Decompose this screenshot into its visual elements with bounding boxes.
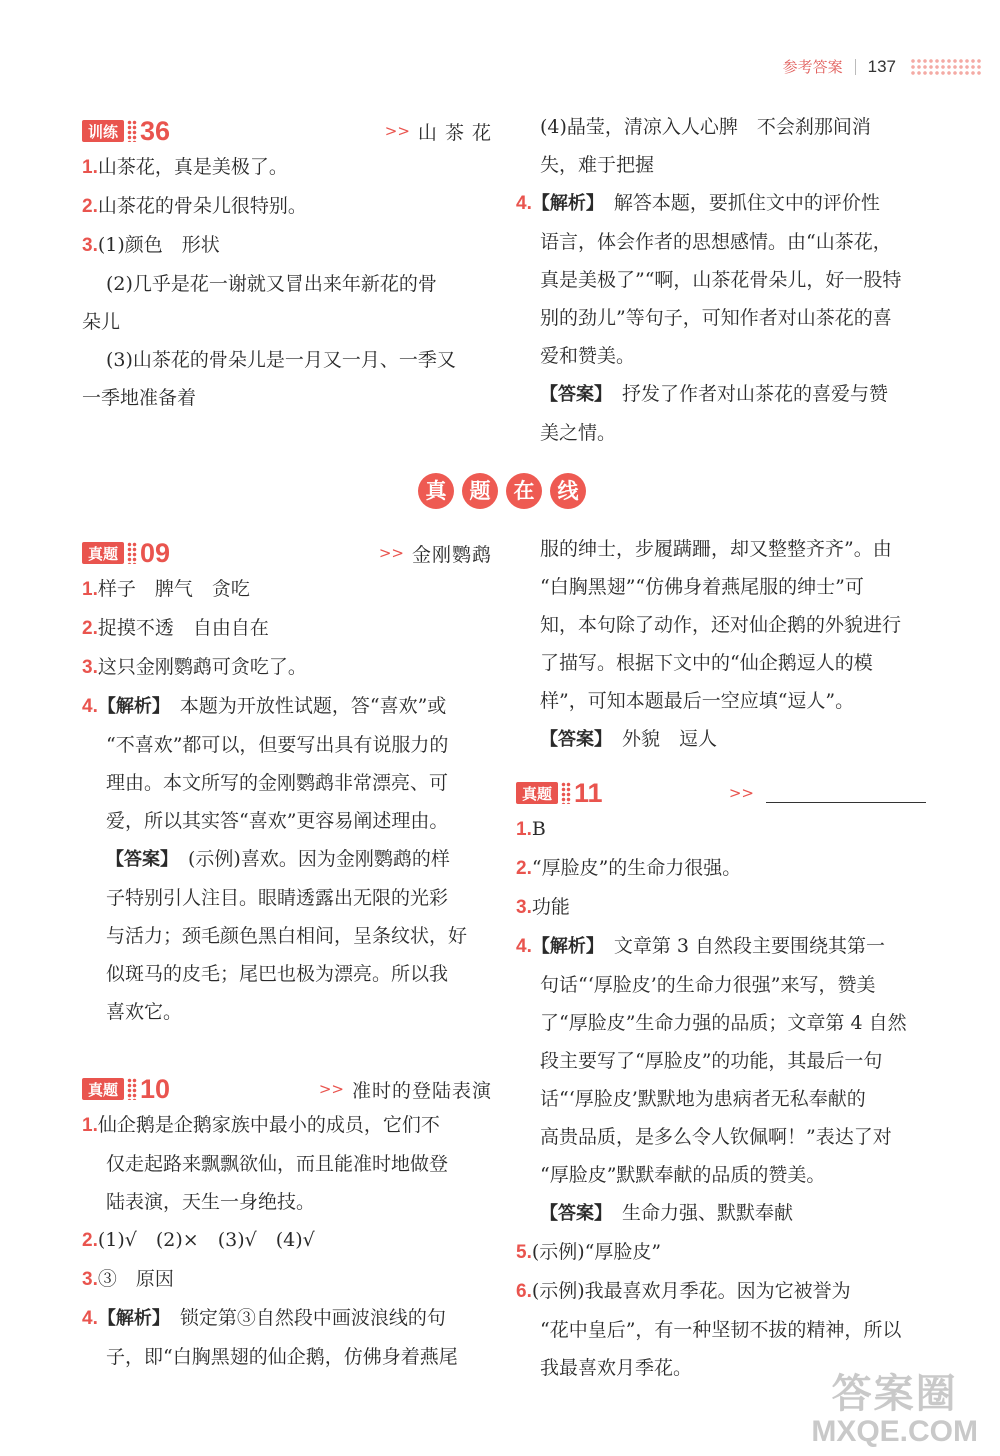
analysis-line: “不喜欢”都可以，但要写出具有说服力的	[106, 734, 449, 756]
analysis-line	[82, 1299, 492, 1338]
grip-decoration	[127, 1078, 137, 1100]
analysis-line: 子，即“白胸黑翅的仙企鹅，仿佛身着燕尾	[106, 1346, 458, 1368]
arrow-icon: >>	[384, 122, 410, 140]
answer-line: 陆表演，天生一身绝技。	[106, 1191, 316, 1213]
question-number: 1.	[82, 1115, 98, 1136]
question-number: 1.	[82, 157, 98, 178]
analysis-label: 【解析】	[531, 193, 604, 214]
question-number: 3.	[82, 235, 98, 256]
answer-line	[82, 187, 492, 226]
answer-line	[516, 375, 926, 414]
watermark-logo	[811, 1372, 978, 1448]
answer-text: 山茶花的骨朵儿很特别。	[97, 195, 307, 217]
analysis-text: 文章第 3 自然段主要围绕其第一	[613, 935, 886, 957]
answer-line	[516, 720, 926, 759]
answer-line	[82, 840, 492, 879]
answer-line	[516, 1194, 926, 1233]
answer-line	[82, 1106, 492, 1145]
answer-text: (示例)我最喜欢月季花。因为它被誉为	[531, 1280, 851, 1302]
section-number: 09	[140, 537, 171, 568]
question-number: 1.	[82, 579, 98, 600]
answer-line	[82, 609, 492, 648]
section-header	[516, 776, 926, 810]
analysis-line: 了“厚脸皮”生命力强的品质；文章第 4 自然	[540, 1012, 907, 1034]
analysis-line: 句话“‘厚脸皮’的生命力很强”来写，赞美	[540, 974, 876, 996]
question-number: 2.	[82, 618, 98, 639]
analysis-line: 段主要写了“厚脸皮”的功能，其最后一句	[540, 1050, 883, 1072]
analysis-text: 解答本题，要抓住文中的评价性	[613, 192, 880, 214]
answer-line: 似斑马的皮毛；尾巴也极为漂亮。所以我	[106, 963, 449, 985]
section-header	[82, 536, 492, 570]
answer-text: 生命力强、默默奉献	[622, 1202, 794, 1224]
answer-line	[82, 648, 492, 687]
answer-text: 样子 脾气 贪吃	[97, 578, 250, 600]
analysis-line: 理由。本文所写的金刚鹦鹉非常漂亮、可	[106, 772, 449, 794]
answer-line	[82, 570, 492, 609]
question-number: 5.	[516, 1242, 532, 1263]
analysis-line: 样”，可知本题最后一空应填“逗人”。	[540, 690, 855, 712]
banner-char: 题	[462, 473, 498, 509]
header-dots-decoration	[910, 58, 982, 76]
analysis-line	[516, 184, 926, 223]
section-exam-11	[516, 776, 926, 1387]
grip-decoration	[561, 782, 571, 804]
analysis-line: 真是美极了”“啊，山茶花骨朵儿，好一股特	[540, 269, 902, 291]
section-tag: 真题	[516, 782, 558, 804]
analysis-line: 爱和赞美。	[540, 345, 636, 367]
answer-line: (3)山茶花的骨朵儿是一月又一月、一季又	[106, 349, 456, 371]
banner-char: 在	[506, 473, 542, 509]
answer-text: B	[531, 818, 546, 840]
section-exam-09	[82, 536, 492, 1031]
header-title: 参考答案	[782, 58, 843, 76]
section-training-36	[82, 114, 492, 417]
arrow-icon: >>	[728, 784, 754, 802]
section-title: 准时的登陆表演	[351, 1079, 492, 1102]
grip-decoration	[127, 120, 137, 142]
section-number: 36	[140, 115, 171, 146]
watermark-url: MXQE.COM	[811, 1415, 978, 1448]
answer-text: 捉摸不透 自由自在	[97, 617, 269, 639]
answer-line: 失，难于把握	[540, 154, 655, 176]
analysis-line	[516, 927, 926, 966]
grip-decoration	[127, 542, 137, 564]
question-number: 2.	[82, 1230, 98, 1251]
answer-line: 子特别引人注目。眼睛透露出无限的光彩	[106, 887, 449, 909]
analysis-line: 知，本句除了动作，还对仙企鹅的外貌进行	[540, 614, 902, 636]
page-number: 137	[867, 56, 896, 76]
watermark-text: 答案圈	[831, 1371, 958, 1417]
answer-line: 仅走起路来飘飘欲仙，而且能准时地做登	[106, 1153, 449, 1175]
answer-line: 一季地准备着	[82, 387, 197, 409]
analysis-text: 锁定第③自然段中画波浪线的句	[179, 1307, 446, 1329]
section-tag: 真题	[82, 542, 124, 564]
question-number: 2.	[82, 196, 98, 217]
analysis-line	[82, 687, 492, 726]
answer-text: (示例)喜欢。因为金刚鹦鹉的样	[188, 848, 450, 870]
section-training-36-continued	[516, 108, 926, 452]
answer-line: 与活力；颈毛颜色黑白相间，呈条纹状，好	[106, 925, 468, 947]
analysis-line: “白胸黑翅”“仿佛身着燕尾服的绅士”可	[540, 576, 864, 598]
arrow-icon: >>	[378, 544, 404, 562]
banner-char: 线	[550, 473, 586, 509]
answer-line	[516, 1233, 926, 1272]
title-blank-line	[766, 784, 926, 803]
answer-line	[82, 148, 492, 187]
answer-text: 山茶花，真是美极了。	[97, 156, 288, 178]
header-divider	[855, 59, 856, 75]
answer-label: 【答案】	[540, 384, 612, 405]
analysis-label: 【解析】	[97, 1308, 170, 1329]
analysis-line: 高贵品质，是多么令人钦佩啊！”表达了对	[540, 1126, 892, 1148]
banner-char: 真	[418, 473, 454, 509]
answer-line: 朵儿	[82, 311, 121, 333]
answer-text: 功能	[531, 896, 570, 918]
answer-text: ③ 原因	[97, 1268, 174, 1290]
answer-line	[82, 1260, 492, 1299]
analysis-line: 别的劲儿”等句子，可知作者对山茶花的喜	[540, 307, 892, 329]
section-number: 11	[574, 777, 603, 808]
question-number: 3.	[82, 1269, 98, 1290]
answer-line	[82, 226, 492, 265]
page-header	[783, 56, 982, 77]
question-number: 1.	[516, 819, 532, 840]
answer-label: 【答案】	[106, 849, 178, 870]
analysis-label: 【解析】	[97, 696, 170, 717]
answer-line	[516, 888, 926, 927]
answer-text: “厚脸皮”的生命力很强。	[531, 857, 742, 879]
analysis-line: 服的绅士，步履蹒跚，却又整整齐齐”。由	[540, 538, 892, 560]
question-number: 4.	[82, 696, 98, 717]
answer-line	[82, 1221, 492, 1260]
analysis-text: 本题为开放性试题，答“喜欢”或	[179, 695, 447, 717]
question-number: 4.	[516, 193, 532, 214]
answer-label: 【答案】	[540, 729, 612, 750]
answer-line	[516, 1272, 926, 1311]
arrow-icon: >>	[318, 1080, 344, 1098]
question-number: 6.	[516, 1281, 532, 1302]
section-header	[82, 1072, 492, 1106]
answer-line: “花中皇后”，有一种坚韧不拔的精神，所以	[540, 1319, 902, 1341]
answer-line: 喜欢它。	[106, 1001, 183, 1023]
section-number: 10	[140, 1073, 171, 1104]
analysis-line: 爱，所以其实答“喜欢”更容易阐述理由。	[106, 810, 449, 832]
answer-text: (示例)“厚脸皮”	[531, 1241, 662, 1263]
answer-label: 【答案】	[540, 1203, 612, 1224]
answer-text: 抒发了作者对山茶花的喜爱与赞	[622, 383, 889, 405]
answer-line: 我最喜欢月季花。	[540, 1357, 693, 1379]
analysis-line: 了描写。根据下文中的“仙企鹅逗人的模	[540, 652, 873, 674]
section-tag: 训练	[82, 120, 124, 142]
section-title: 金刚鹦鹉	[411, 543, 492, 566]
answer-text: 仙企鹅是企鹅家族中最小的成员，它们不	[97, 1114, 440, 1136]
question-number: 3.	[516, 897, 532, 918]
question-number: 4.	[82, 1308, 98, 1329]
answer-line: 美之情。	[540, 422, 617, 444]
section-title: 山 茶 花	[417, 121, 492, 144]
analysis-line: 语言，体会作者的思想感情。由“山茶花，	[540, 231, 892, 253]
question-number: 2.	[516, 858, 532, 879]
answer-text: 外貌 逗人	[622, 728, 718, 750]
section-exam-10	[82, 1072, 492, 1376]
analysis-line: 话“‘厚脸皮’默默地为患病者无私奉献的	[540, 1088, 866, 1110]
answer-text: (1)√ (2)× (3)√ (4)√	[97, 1229, 315, 1251]
question-number: 3.	[82, 657, 98, 678]
section-tag: 真题	[82, 1078, 124, 1100]
section-banner	[418, 473, 586, 509]
answer-line: (4)晶莹，清凉入人心脾 不会刹那间消	[540, 116, 871, 138]
answer-line	[516, 810, 926, 849]
answer-text: (1)颜色 形状	[97, 234, 220, 256]
answer-line	[516, 849, 926, 888]
answer-line: (2)几乎是花一谢就又冒出来年新花的骨	[106, 273, 437, 295]
analysis-line: “厚脸皮”默默奉献的品质的赞美。	[540, 1164, 826, 1186]
section-header	[82, 114, 492, 148]
answer-text: 这只金刚鹦鹉可贪吃了。	[97, 656, 307, 678]
question-number: 4.	[516, 936, 532, 957]
section-exam-10-continued	[516, 530, 926, 759]
analysis-label: 【解析】	[531, 936, 604, 957]
